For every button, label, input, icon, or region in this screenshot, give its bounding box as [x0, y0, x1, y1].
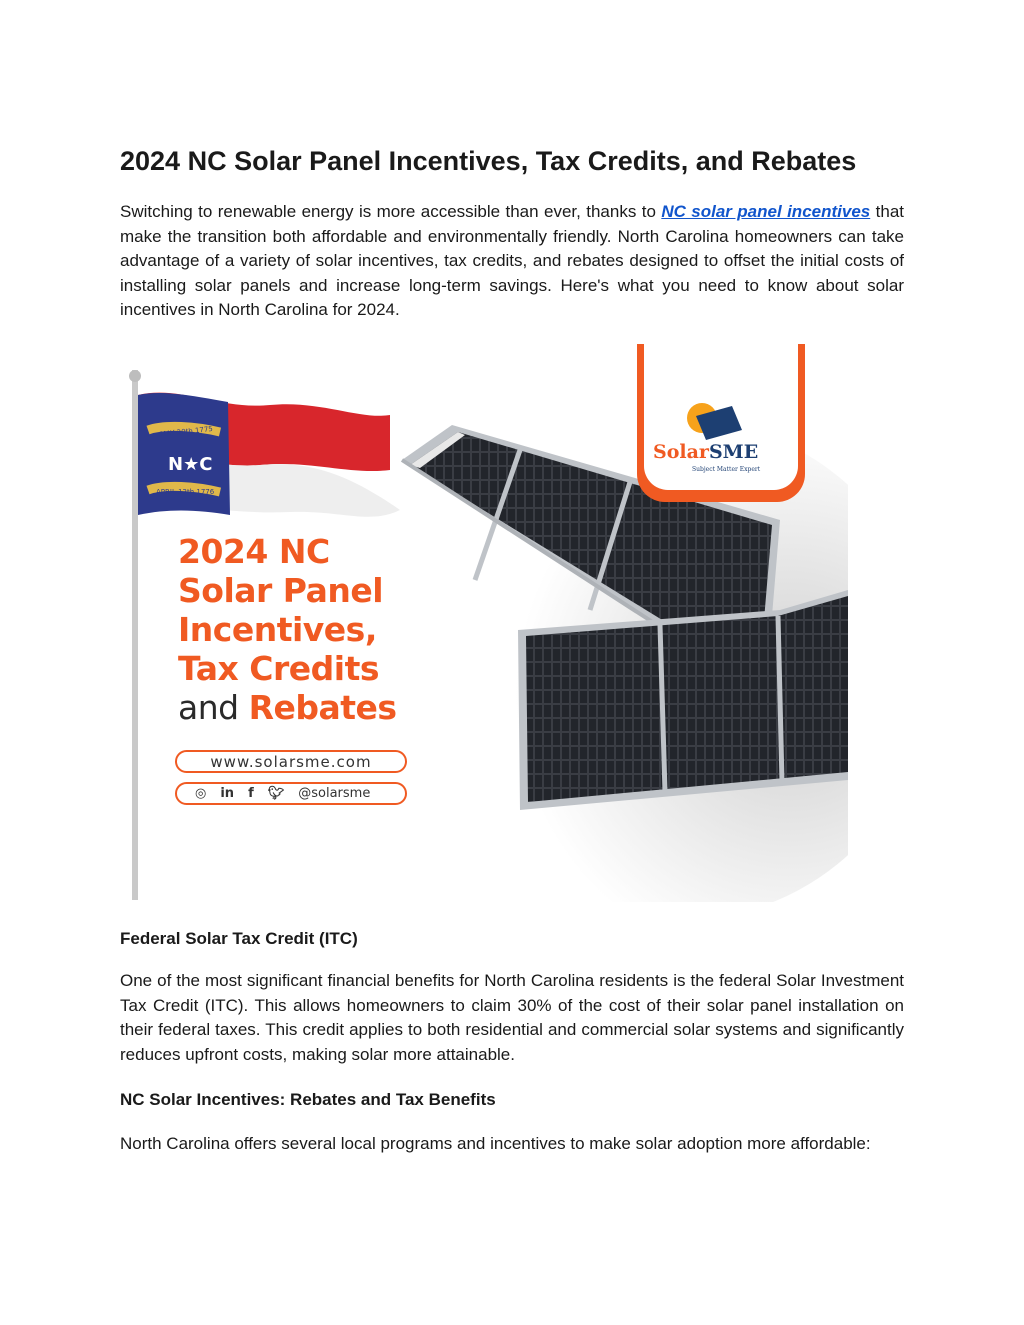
banner-headline-line4: Tax Credits [178, 649, 380, 688]
flag-text-letters: N★C [168, 454, 213, 475]
intro-paragraph [120, 200, 904, 323]
page-title: 2024 NC Solar Panel Incentives, Tax Credits, and Rebates [120, 146, 857, 176]
logo-tagline: Subject Matter Expert [692, 466, 761, 473]
website-url-pill: www.solarsme.com [175, 750, 407, 773]
section-heading-federal-itc: Federal Solar Tax Credit (ITC) [120, 929, 358, 948]
section-body-federal-itc: One of the most significant financial benefits for North Carolina residents is the federal Solar Investment Tax Credit (ITC). This allows homeowners to claim 30% of the cost of their solar panel installation on their federal taxes. This credit applies to both residential and commercial solar systems and significantly reduces upfront costs, making solar more attainable. [120, 971, 904, 1064]
logo-name-part2: SME [708, 441, 759, 463]
intro-text-after-link: that make the transition both affordable and environmentally friendly. North Carolina homeowners can take advantage of a variety of solar incentives, tax credits, and rebates designed to offset the initial costs of installing solar panels and increase long-term savings. Here's what you need to know about solar incentives in North Carolina for 2024. [120, 202, 905, 320]
logo-name-part1: Solar [653, 441, 709, 463]
banner-headline-line3: Incentives, [178, 610, 377, 649]
banner-headline-line2: Solar Panel [178, 571, 384, 610]
banner-headline-and: and [178, 688, 249, 727]
linkedin-icon: in [220, 786, 235, 801]
nc-solar-incentives-link[interactable]: NC solar panel incentives [661, 202, 871, 221]
flag-text-top: MAY 20th 1775 [159, 424, 214, 439]
banner-headline-line5 [178, 688, 397, 727]
social-handle: @solarsme [298, 786, 371, 801]
banner-headline [178, 532, 397, 727]
flag-pole [132, 370, 138, 900]
instagram-icon: ◎ [195, 786, 207, 801]
banner-headline-line1: 2024 NC [178, 532, 330, 571]
social-pill [175, 782, 407, 805]
twitter-icon: 🐦︎ [267, 786, 285, 801]
intro-text-before-link: Switching to renewable energy is more accessible than ever, thanks to [120, 202, 662, 221]
promo-banner-image [120, 340, 848, 902]
flag-pole-cap [129, 370, 141, 382]
section-body-nc-incentives: North Carolina offers several local programs and incentives to make solar adoption more affordable: [120, 1134, 871, 1153]
flag-text-bottom: APRIL 12th 1776 [156, 488, 215, 496]
facebook-icon: f [248, 786, 254, 801]
banner-headline-rebates: Rebates [248, 688, 397, 727]
section-heading-nc-incentives: NC Solar Incentives: Rebates and Tax Benefits [120, 1090, 496, 1109]
logo-name [653, 441, 758, 463]
